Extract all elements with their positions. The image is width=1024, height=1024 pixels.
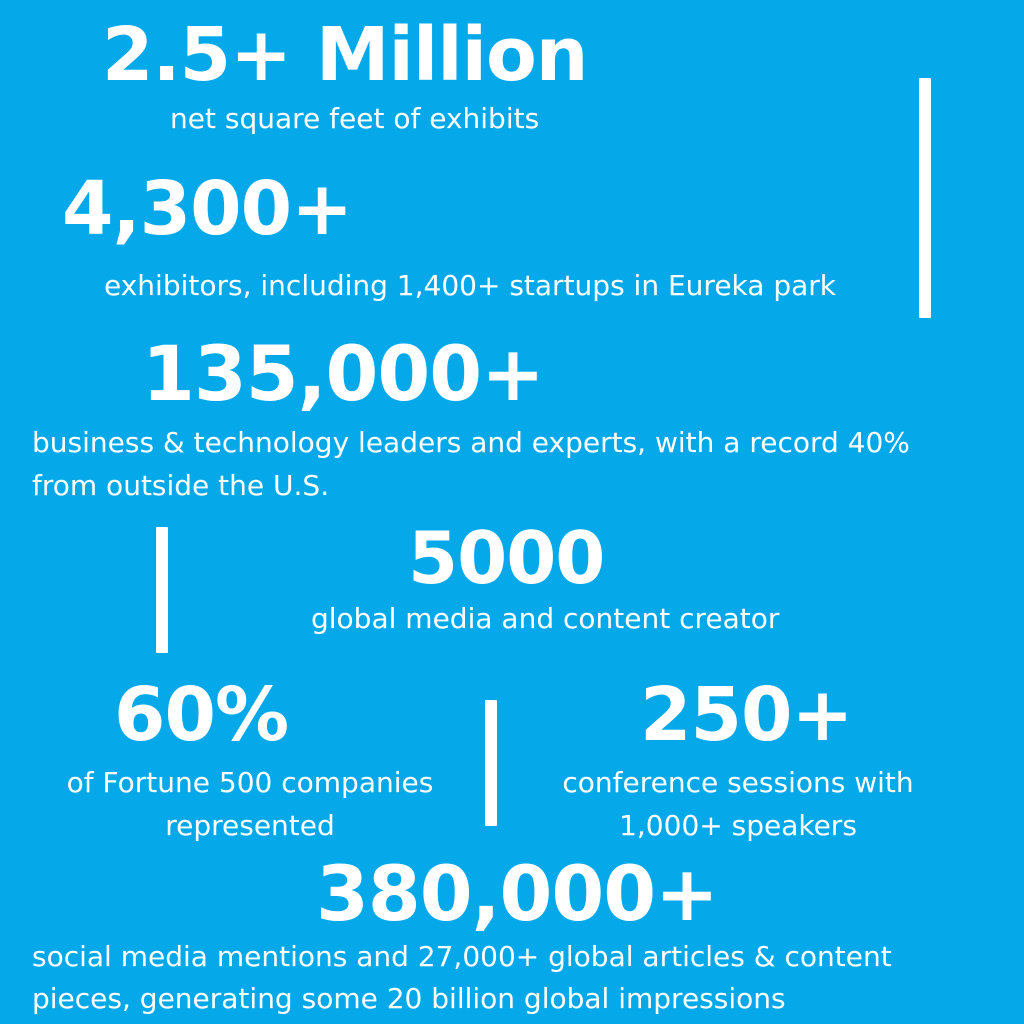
stat-description-attendees-line-1: business & technology leaders and experts, with a record 40% — [32, 426, 910, 459]
stat-description-exhibitors: exhibitors, including 1,400+ startups in Eureka park — [104, 269, 836, 302]
stat-description-exhibit-space: net square feet of exhibits — [170, 102, 540, 135]
vertical-divider-right — [919, 78, 931, 318]
stat-value-media: 5000 — [408, 516, 605, 600]
stat-description-fortune-500-line-2: represented — [165, 809, 335, 842]
stat-value-attendees: 135,000+ — [142, 329, 544, 418]
vertical-divider-left — [156, 527, 168, 653]
stat-description-media: global media and content creator — [311, 602, 780, 635]
stat-description-sessions-line-1: conference sessions with — [562, 766, 914, 799]
stat-description-social-mentions-line-1: social media mentions and 27,000+ global articles & content — [32, 940, 892, 973]
stat-value-exhibit-space: 2.5+ Million — [102, 12, 588, 98]
stat-description-fortune-500-line-1: of Fortune 500 companies — [66, 766, 434, 799]
stat-description-sessions-line-2: 1,000+ speakers — [619, 809, 857, 842]
stat-value-exhibitors: 4,300+ — [62, 166, 353, 252]
stat-value-social-mentions: 380,000+ — [316, 849, 718, 938]
stat-description-social-mentions-line-2: pieces, generating some 20 billion global impressions — [32, 982, 786, 1015]
stat-value-fortune-500: 60% — [114, 672, 289, 758]
vertical-divider-middle — [485, 700, 497, 826]
stat-description-attendees-line-2: from outside the U.S. — [32, 469, 330, 502]
stat-value-sessions: 250+ — [640, 672, 853, 758]
